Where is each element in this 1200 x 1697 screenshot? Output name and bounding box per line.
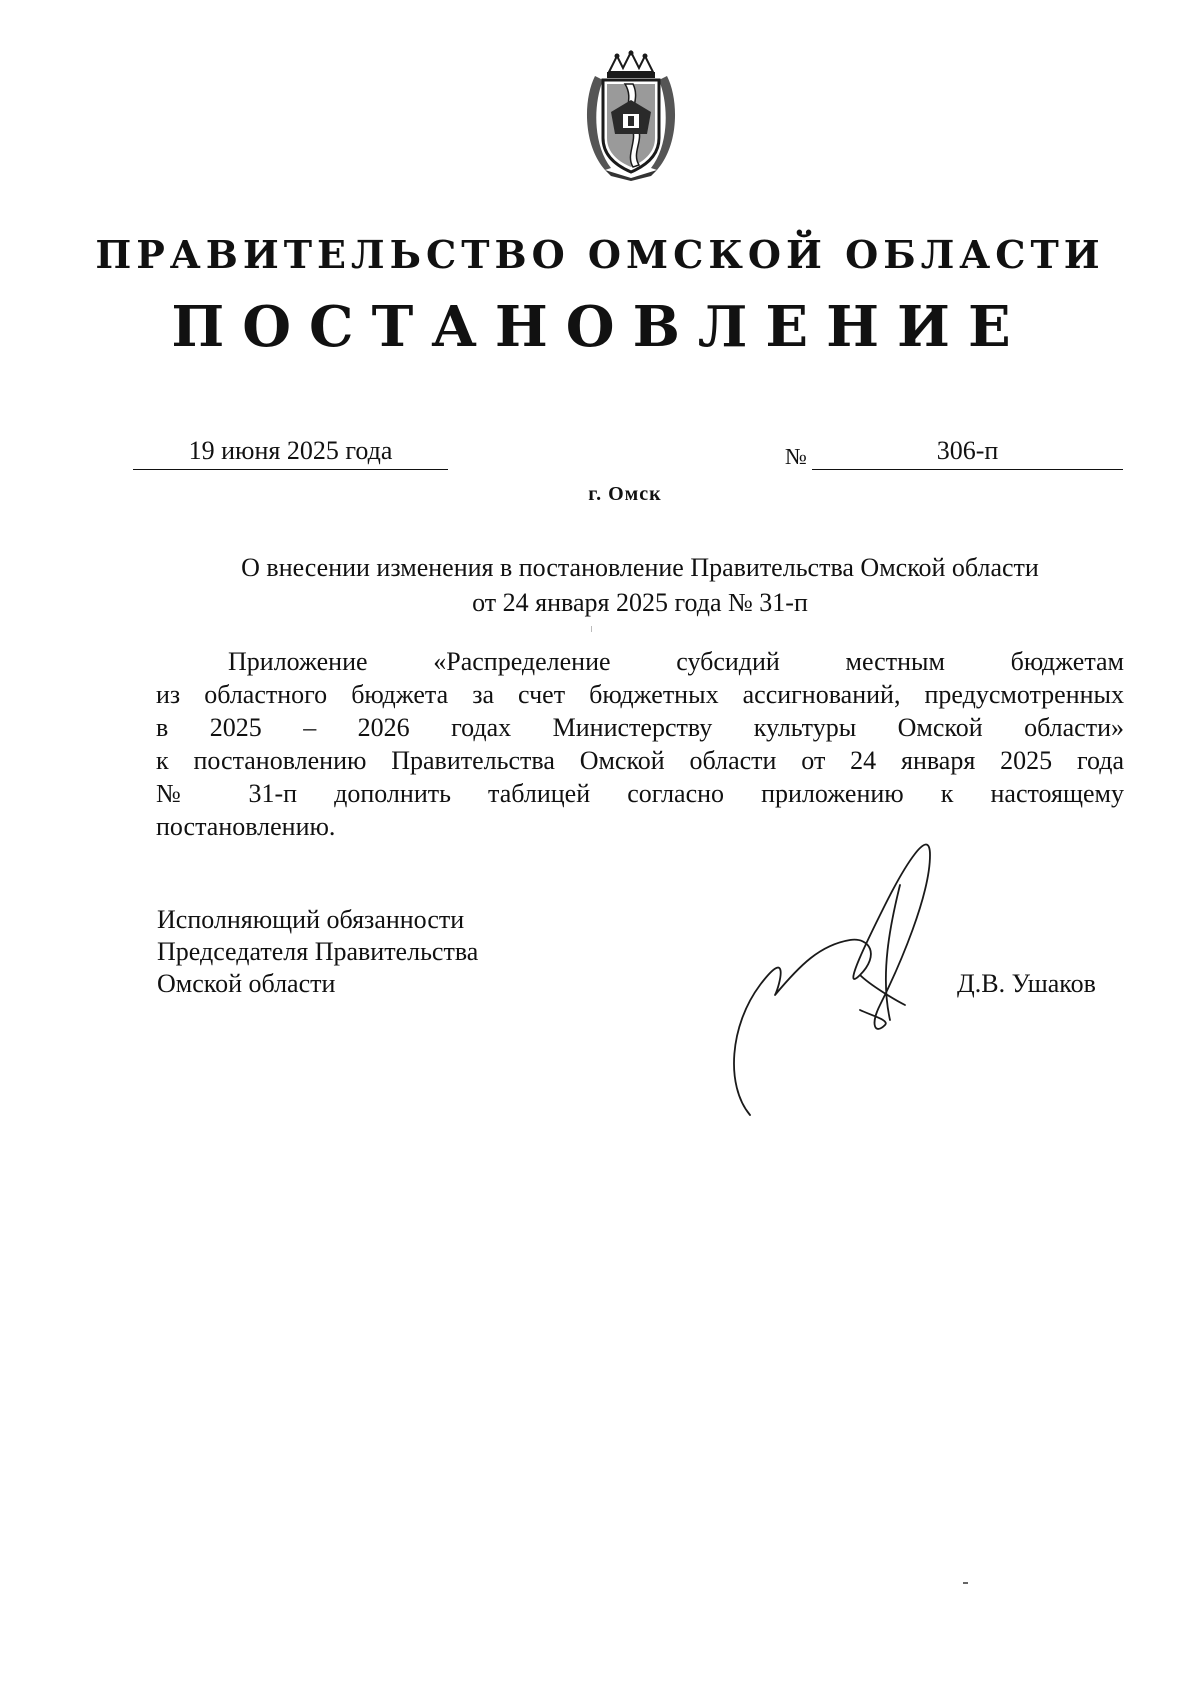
body-line: № 31-п дополнить таблицей согласно приложению к настоящему xyxy=(156,779,1124,808)
coat-of-arms-icon xyxy=(565,50,697,182)
scan-speck xyxy=(591,626,592,632)
title-line: от 24 января 2025 года № 31-п xyxy=(472,588,808,617)
signer-position xyxy=(157,904,478,1000)
organization-name: ПРАВИТЕЛЬСТВО ОМСКОЙ ОБЛАСТИ xyxy=(95,232,1105,277)
signer-position-line: Председателя Правительства xyxy=(157,937,479,966)
document-type: ПОСТАНОВЛЕНИЕ xyxy=(171,294,1029,360)
body-line: из областного бюджета за счет бюджетных ассигнований, предусмотренных xyxy=(156,680,1124,709)
handwritten-signature-icon xyxy=(720,825,960,1125)
body-line: к постановлению Правительства Омской области от 24 января 2025 года xyxy=(156,746,1124,775)
scan-speck xyxy=(963,1582,968,1584)
body-line: постановлению. xyxy=(156,812,336,841)
document-date: 19 июня 2025 года xyxy=(133,434,448,470)
city: г. Омск xyxy=(588,483,662,505)
title-line: О внесении изменения в постановление Правительства Омской области xyxy=(241,553,1039,582)
signer-position-line: Омской области xyxy=(157,969,336,998)
signer-position-line: Исполняющий обязанности xyxy=(157,905,465,934)
body-paragraph xyxy=(156,645,1124,843)
document-number: 306-п xyxy=(812,434,1123,470)
body-line: Приложение «Распределение субсидий местным бюджетам xyxy=(228,647,1124,676)
document-title xyxy=(160,550,1120,620)
number-sign: № xyxy=(785,444,807,469)
body-line: в 2025 – 2026 годах Министерству культуры Омской области» xyxy=(156,713,1124,742)
signer-name: Д.В. Ушаков xyxy=(957,969,1096,998)
